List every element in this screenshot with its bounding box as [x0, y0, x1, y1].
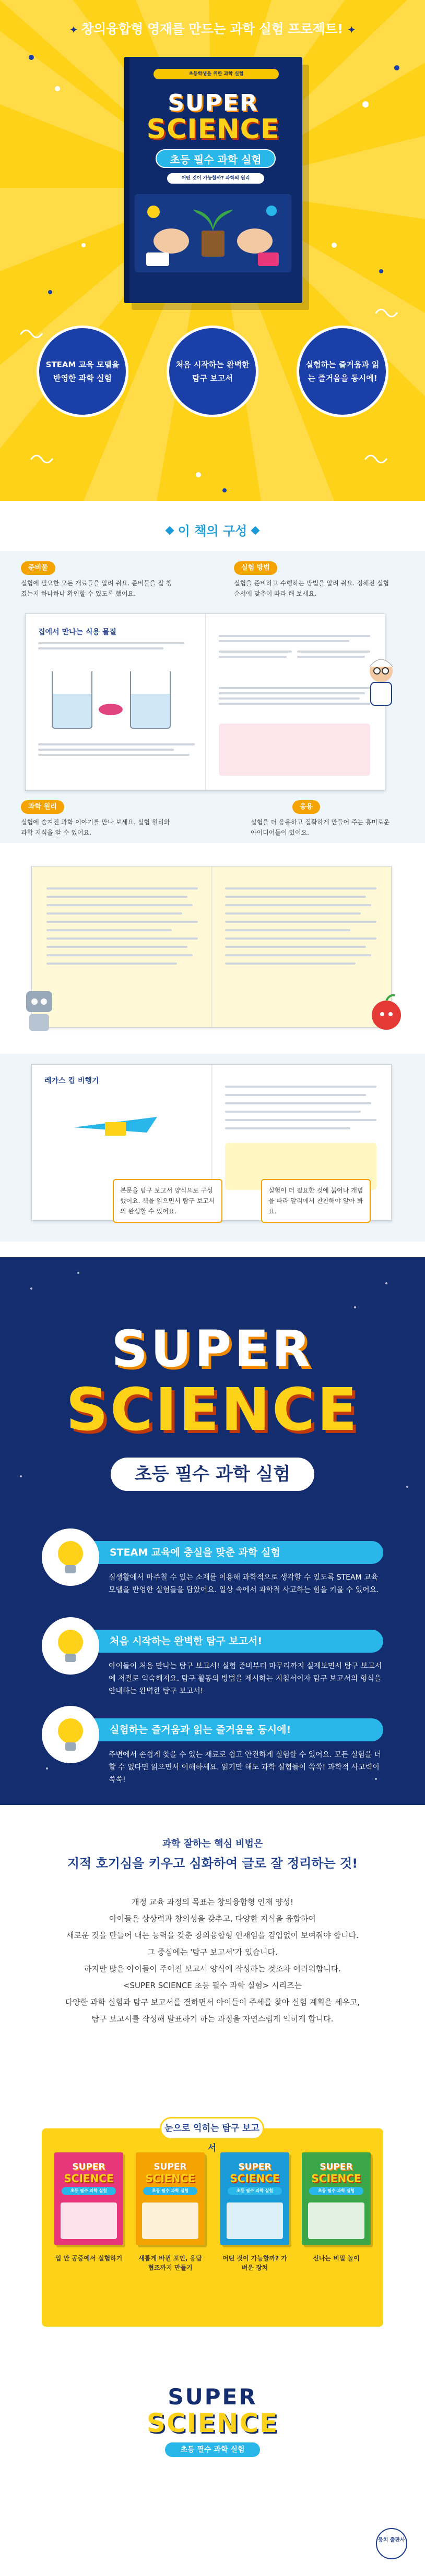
text-line	[46, 946, 187, 948]
text-line	[225, 1102, 371, 1104]
text-line	[46, 929, 172, 931]
hero-feature-text: 처음 시작하는 완벽한 탐구 보고서	[175, 360, 250, 383]
text-line	[225, 887, 376, 889]
label-application: 응용	[292, 800, 320, 814]
text-line	[225, 1119, 376, 1121]
text-line	[225, 929, 350, 931]
text-line	[38, 754, 190, 756]
spread-heading: 집에서 만나는 식용 물질	[38, 628, 116, 636]
series-feature-desc: 실생활에서 마주칠 수 있는 소재를 이용해 과학적으로 생각할 수 있도록 STEAM 교육 모델을 반영한 실험들을 담았어요. 일상 속에서 과학적 사고하는 힘을 키울 수 있어요.	[109, 1573, 379, 1594]
summary-line: 다양한 과학 실험과 탐구 보고서를 결하면서 아이들이 주세를 찾아 실험 계획을 세우고,	[65, 1997, 360, 2007]
series-book-cover	[302, 2152, 371, 2245]
mini-cover-illustration	[61, 2202, 117, 2239]
series-book-caption: 새롭게 바뀐 포인, 응답 협조까지 만들기	[138, 2255, 202, 2271]
text-line	[225, 896, 366, 898]
text-line	[46, 912, 182, 914]
text-line	[38, 647, 163, 649]
note-principle: 실험에 숨겨진 과학 이야기를 만나 보세요. 실험 원리와 과학 지식을 알 수 있어요.	[21, 818, 170, 836]
text-line	[219, 651, 292, 653]
text-line	[297, 651, 370, 653]
cup-airplane-icon	[68, 1101, 162, 1153]
mini-logo-science: SCIENCE	[145, 2172, 195, 2185]
mini-logo-super: SUPER	[320, 2162, 353, 2172]
mini-subtitle: 초등 필수 과학 실험	[309, 2187, 363, 2195]
page-crease	[205, 614, 206, 790]
summary-line: 새로운 것을 만들어 내는 능력을 갖춘 창의융합형 인재임을 검입없이 보여줘야 합니다.	[66, 1931, 359, 1940]
robot-icon	[21, 986, 57, 1033]
series-intro-section	[0, 1257, 425, 1805]
mini-cover-illustration	[227, 2202, 283, 2239]
series-book-caption: 신나는 비밀 놀이	[313, 2255, 360, 2262]
mini-subtitle: 초등 필수 과학 실험	[228, 2187, 282, 2195]
callout-box-left: 본문을 탐구 보고서 양식으로 구성했어요. 책을 읽으면서 탐구 보고서의 완성할 수 있어요.	[113, 1179, 222, 1223]
footer-logo-subtitle: 초등 필수 과학 실험	[165, 2442, 260, 2457]
hero-feature-circles	[0, 326, 425, 430]
mini-logo-science: SCIENCE	[311, 2172, 361, 2185]
text-line	[46, 887, 198, 889]
book-structure-title-text: 이 책의 구성	[178, 524, 247, 538]
hero-feature-text: 실험하는 즐거움과 읽는 즐거움을 동시에!	[305, 360, 380, 383]
mini-cover-illustration	[142, 2202, 198, 2239]
text-line	[46, 896, 187, 898]
series-feature-title: STEAM 교육에 충실을 맞춘 과학 실험	[82, 1541, 383, 1564]
mini-cover-illustration	[308, 2202, 364, 2239]
book-structure-section	[0, 501, 425, 1257]
text-line	[219, 687, 370, 689]
lightbulb-icon	[42, 1706, 99, 1763]
text-line	[46, 921, 198, 923]
book-cover	[124, 57, 302, 303]
hero-feature-circle	[167, 326, 258, 417]
mini-logo-super: SUPER	[72, 2162, 105, 2172]
series-book-caption: 입 안 공중에서 실험하기	[55, 2255, 123, 2262]
series-feature-title: 처음 시작하는 완벽한 탐구 보고서!	[82, 1630, 383, 1653]
dish-icon	[99, 704, 123, 715]
text-line	[225, 1086, 376, 1088]
mini-subtitle: 초등 필수 과학 실험	[143, 2187, 197, 2195]
text-line	[225, 912, 361, 914]
hero-feature-circle	[297, 326, 388, 417]
text-line	[225, 954, 371, 956]
series-feature	[42, 1617, 383, 1701]
text-line	[225, 1111, 361, 1113]
series-logo-science: SCIENCE	[66, 1376, 359, 1444]
text-line	[219, 703, 370, 705]
beaker-icon	[52, 671, 92, 729]
note-application: 실험을 더 응용하고 질확하게 만들어 주는 흥미로운 아이디어들이 있어요.	[251, 818, 390, 836]
summary-line: 하지만 많은 아이들이 주어진 보고서 양식에 작성하는 것조차 어려워합니다.	[84, 1964, 341, 1973]
text-line	[297, 656, 365, 658]
series-books-panel	[42, 2123, 383, 2327]
diamond-icon	[251, 526, 260, 535]
book-logo-science: SCIENCE	[146, 114, 280, 145]
text-line	[225, 1127, 350, 1129]
book-subtitle: 초등 필수 과학 실험	[156, 149, 276, 168]
series-feature-desc: 주변에서 손쉽게 찾을 수 있는 재료로 쉽고 안전하게 실험할 수 있어요. 모든 실험을 더 할 수 없다면 읽으면서 이해하세요. 읽기만 해도 과학 실험들이 쏙쏙! 과학적 사고력이 쑥쑥!	[109, 1751, 382, 1784]
series-logo-super: SUPER	[111, 1320, 314, 1378]
series-feature-desc: 아이들이 처음 만나는 탐구 보고서! 실험 준비부터 마무리까지 실제보면서 탐구 보고서에 저절로 익숙해져요. 탐구 활동의 방법을 제시하는 지침서이자 탐구 보고서의 형식을 안내하는 완벽한 탐구 보고서!	[109, 1662, 382, 1695]
label-principle: 과학 원리	[21, 800, 64, 814]
text-line	[219, 635, 370, 637]
publisher-logo: 뭉치 출판사	[376, 2528, 407, 2559]
callout-box-right: 실험이 더 필요한 것에 붉어나 개념을 따라 알리에서 찬찬해야 알아 봐요.	[261, 1179, 371, 1223]
text-line	[225, 962, 356, 965]
highlight-box	[219, 724, 370, 776]
series-summary-section	[0, 1805, 425, 2576]
series-feature	[42, 1706, 383, 1789]
mini-subtitle: 초등 필수 과학 실험	[62, 2187, 116, 2195]
summary-line: 탐구 보고서를 작성해 발표하기 하는 과정을 자연스럽게 익히게 합니다.	[91, 2014, 334, 2024]
book-subtitle-secondary: 어떤 것이 가능할까? 과학의 원리	[167, 173, 264, 184]
series-logo-subtitle: 초등 필수 과학 실험	[111, 1458, 314, 1491]
mini-logo-science: SCIENCE	[64, 2172, 114, 2185]
text-line	[225, 946, 366, 948]
diamond-icon	[165, 526, 174, 535]
spread-heading: 레가스 컵 비행기	[44, 1077, 99, 1085]
summary-line: 아이들은 상상력과 창의성을 갖추고, 다양한 지식을 융합하여	[109, 1914, 316, 1923]
book-cover-illustration	[135, 194, 291, 272]
apple-icon	[365, 991, 407, 1033]
text-line	[46, 937, 198, 940]
mini-logo-super: SUPER	[154, 2162, 187, 2172]
lightbulb-icon	[42, 1528, 99, 1586]
book-logo-super: SUPER	[168, 90, 258, 116]
beaker-icon	[130, 671, 171, 729]
book-top-band: 초등학생을 위한 과학 실험	[154, 69, 279, 79]
text-line	[225, 937, 376, 940]
scientist-icon	[360, 655, 402, 707]
hero-feature-circle	[37, 326, 128, 417]
text-line	[219, 656, 287, 658]
text-line	[225, 1094, 366, 1096]
text-line	[38, 749, 174, 751]
hero-tagline	[45, 19, 380, 38]
series-book-caption: 어떤 것이 가능할까? 가벼운 장치	[222, 2255, 287, 2271]
mini-logo-super: SUPER	[238, 2162, 271, 2172]
text-line	[38, 642, 184, 644]
text-line	[38, 743, 195, 745]
sparkle-icon: ✦	[69, 23, 81, 36]
hero-tagline-text: 창의융합형 영재를 만드는 과학 실험 프로젝트!	[81, 21, 343, 37]
text-line	[46, 962, 177, 965]
text-line	[219, 640, 349, 642]
text-line	[46, 954, 193, 956]
summary-headline: 지적 호기심을 키우고 심화하여 글로 잘 정리하는 것!	[67, 1856, 358, 1871]
summary-kicker: 과학 잘하는 핵심 비법은	[162, 1838, 263, 1849]
text-line	[225, 904, 371, 906]
text-line	[46, 904, 193, 906]
sample-spread-1	[25, 613, 385, 791]
footer-logo-science: SCIENCE	[146, 2408, 279, 2438]
text-line	[225, 921, 376, 923]
label-method: 실험 방법	[234, 561, 277, 575]
series-books-title: 눈으로 익히는 탐구 보고서	[160, 2117, 264, 2140]
summary-line: <SUPER SCIENCE 초등 필수 과학 실험> 시리즈는	[123, 1981, 302, 1990]
lightbulb-icon	[42, 1617, 99, 1675]
series-book-cover	[54, 2152, 123, 2245]
label-prep: 준비물	[21, 561, 55, 575]
series-book-cover	[136, 2152, 205, 2245]
hero-section	[0, 0, 425, 501]
summary-body	[52, 1894, 373, 2027]
sparkle-icon: ✦	[347, 23, 356, 36]
note-method: 실험을 준비하고 수행하는 방법을 알려 줘요. 정해진 실험 순서에 맞추어 따라 해 보세요.	[234, 580, 389, 597]
book-structure-title	[0, 521, 425, 539]
page-crease	[211, 866, 212, 1027]
summary-line: 그 중심에는 '탐구 보고서'가 있습니다.	[147, 1947, 278, 1957]
series-feature	[42, 1528, 383, 1612]
text-line	[219, 697, 360, 700]
mini-logo-science: SCIENCE	[230, 2172, 280, 2185]
series-book-cover	[220, 2152, 289, 2245]
hero-feature-text: STEAM 교육 모델을 반영한 과학 실험	[45, 360, 120, 383]
sample-spread-2	[31, 866, 392, 1028]
text-line	[219, 692, 365, 694]
note-prep: 실험에 필요한 모든 재료들을 알려 줘요. 준비물을 잘 챙겼는지 하나하나 확인할 수 있도록 했어요.	[21, 580, 172, 597]
footer-logo-super: SUPER	[168, 2384, 257, 2410]
summary-line: 개정 교육 과정의 목표는 창의융합형 인재 양성!	[132, 1897, 293, 1907]
series-feature-title: 실험하는 즐거움과 읽는 즐거움을 동시에!	[82, 1718, 383, 1741]
